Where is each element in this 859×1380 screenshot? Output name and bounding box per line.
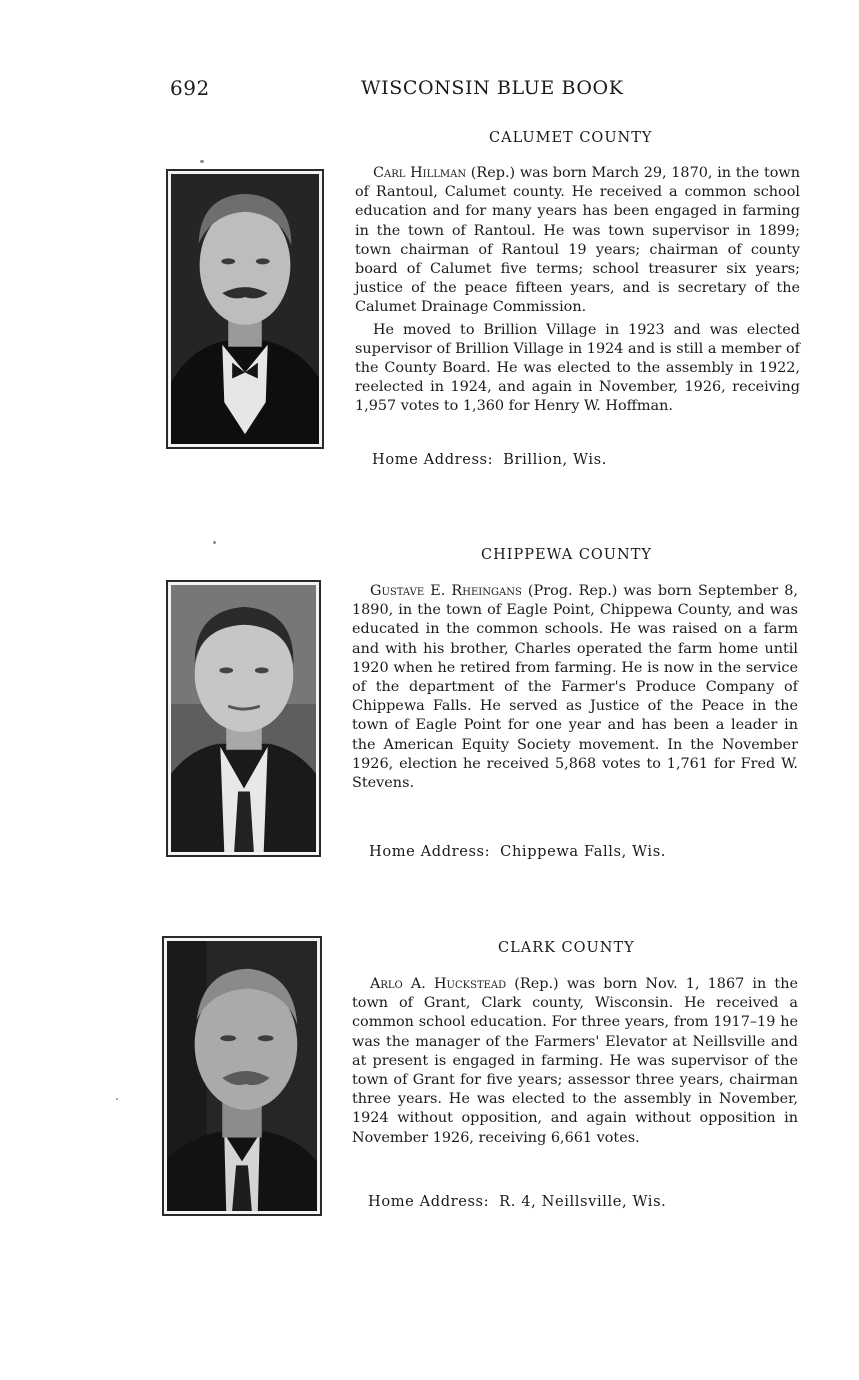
home-address xyxy=(369,843,666,860)
home-address-value: Brillion, Wis. xyxy=(503,451,607,468)
bio-text xyxy=(355,164,800,417)
bio-paragraph: He moved to Brillion Village in 1923 and was elected supervisor of Brillion Village in 1924 and is still a member of the County Board. He was elected to the assembly in 1922, reelected in 1924, and again in November, 1926, receiving 1,957 votes to 1,360 for Henry W. Hoffman. xyxy=(355,321,800,415)
bio-paragraph xyxy=(355,164,800,318)
bio-paragraph-text: (Rep.) was born Nov. 1, 1867 in the town of Grant, Clark county, Wisconsin. He received a common school education. For three years, from 1917–19 he was the manager of the Farmers' Elevator at Neillsville and at present is engaged in farming. He was supervisor of the town of Grant for five years; assessor three years, chairman three years. He was elected to the assembly in November, 1924 without opposition, and again without opposition in November 1926, receiving 6,661 votes. xyxy=(352,976,798,1146)
home-address-label: Home Address: xyxy=(368,1193,490,1210)
home-address-value: R. 4, Neillsville, Wis. xyxy=(499,1193,667,1210)
bio-paragraph xyxy=(352,975,798,1148)
portrait-photo xyxy=(166,580,321,857)
county-heading-chippewa: CHIPPEWA COUNTY xyxy=(481,547,652,563)
county-heading-calumet: CALUMET COUNTY xyxy=(489,130,653,146)
portrait-image xyxy=(171,585,316,852)
bio-paragraph-text: (Prog. Rep.) was born September 8, 1890, in the town of Eagle Point, Chippewa County, and was educated in the common schools. He was raised on a farm and with his brother, Charles operated the farm home until 1920 when he retired from farming. He is now in the service of the department of the Farmer's Produce Company of Chippewa Falls. He served as Justice of the Peace in the town of Eagle Point for one year and has been a leader in the American Equity Society movement. In the November 1926, election he received 5,868 votes to 1,761 for Fred W. Stevens. xyxy=(352,583,798,792)
county-heading-clark: CLARK COUNTY xyxy=(498,940,635,956)
person-name: Gustave E. Rheingans xyxy=(370,583,522,599)
home-address-value: Chippewa Falls, Wis. xyxy=(500,843,667,860)
home-address xyxy=(368,1193,666,1210)
portrait-image xyxy=(167,941,317,1211)
bio-text xyxy=(352,582,798,793)
portrait-photo xyxy=(162,936,322,1216)
scan-speck xyxy=(116,1098,118,1100)
scan-speck xyxy=(200,160,204,163)
bio-text xyxy=(352,975,798,1148)
portrait-photo xyxy=(166,169,324,449)
scan-speck xyxy=(213,541,216,544)
bio-paragraph xyxy=(352,582,798,793)
running-head: WISCONSIN BLUE BOOK xyxy=(361,77,624,99)
home-address-label: Home Address: xyxy=(372,451,494,468)
home-address xyxy=(372,451,607,468)
page-number: 692 xyxy=(170,76,210,100)
portrait-image xyxy=(171,174,319,444)
person-name: Arlo A. Huckstead xyxy=(370,976,507,992)
person-name: Carl Hillman xyxy=(373,165,467,181)
bio-paragraph-text: (Rep.) was born March 29, 1870, in the town of Rantoul, Calumet county. He received a common school education and for many years has been engaged in farming in the town of Rantoul. He was town supervisor in 1899; town chairman of Rantoul 19 years; chairman of county board of Calumet five terms; school treasurer six years; justice of the peace fifteen years, and is secretary of the Calumet Drainage Commission. xyxy=(355,165,800,316)
home-address-label: Home Address: xyxy=(369,843,491,860)
